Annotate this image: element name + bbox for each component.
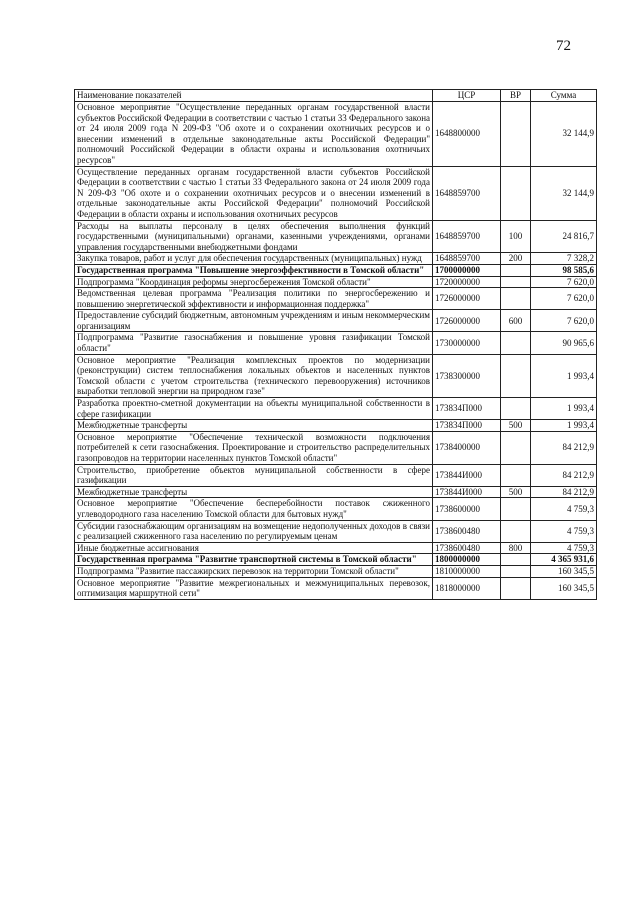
row-code: 1738600480 <box>433 542 501 554</box>
row-vr <box>501 520 531 542</box>
row-vr <box>501 431 531 464</box>
row-vr <box>501 166 531 220</box>
table-row <box>75 310 597 332</box>
row-name: Ведомственная целевая программа "Реализация политики по энергосбережению и повышению энергетической эффективности и информационная поддержка" <box>75 288 433 310</box>
row-code: 1810000000 <box>433 565 501 577</box>
row-name: Основное мероприятие "Обеспечение бесперебойности поставок сжиженного углеводородного газа населению Томской области для бытовых нужд" <box>75 498 433 520</box>
table-row <box>75 420 597 432</box>
row-name: Подпрограмма "Развитие газоснабжения и повышение уровня газификации Томской области" <box>75 332 433 354</box>
table-row <box>75 253 597 265</box>
table-row <box>75 264 597 276</box>
row-sum: 1 993,4 <box>531 420 597 432</box>
row-code: 173834П000 <box>433 398 501 420</box>
row-sum: 7 620,0 <box>531 288 597 310</box>
table-row <box>75 354 597 397</box>
row-sum: 32 144,9 <box>531 102 597 167</box>
table-row <box>75 498 597 520</box>
row-name: Подпрограмма "Координация реформы энергосбережения Томской области" <box>75 276 433 288</box>
row-code: 1818000000 <box>433 577 501 599</box>
row-code: 173844И000 <box>433 486 501 498</box>
row-sum: 1 993,4 <box>531 398 597 420</box>
row-name: Предоставление субсидий бюджетным, автономным учреждениям и иным некоммерческим организациям <box>75 310 433 332</box>
table-header-row <box>75 90 597 102</box>
row-name: Основное мероприятие "Развитие межрегиональных и межмуниципальных перевозок, оптимизация маршрутной сети" <box>75 577 433 599</box>
table-row <box>75 542 597 554</box>
row-vr <box>501 102 531 167</box>
row-name: Государственная программа "Повышение энергоэффективности в Томской области" <box>75 264 433 276</box>
table-row <box>75 166 597 220</box>
row-sum: 32 144,9 <box>531 166 597 220</box>
table-row <box>75 276 597 288</box>
row-sum: 84 212,9 <box>531 464 597 486</box>
row-name: Расходы на выплаты персоналу в целях обеспечения выполнения функций государственными (муниципальными) органами, казенными учреждениями, органами управления государственными внебюджетными фондами <box>75 220 433 253</box>
row-name: Строительство, приобретение объектов муниципальной собственности в сфере газификации <box>75 464 433 486</box>
row-name: Закупка товаров, работ и услуг для обеспечения государственных (муниципальных) нужд <box>75 253 433 265</box>
row-sum: 4 759,3 <box>531 498 597 520</box>
table-row <box>75 398 597 420</box>
row-sum: 84 212,9 <box>531 486 597 498</box>
table-row <box>75 520 597 542</box>
row-vr: 200 <box>501 253 531 265</box>
row-name: Основное мероприятие "Обеспечение технической возможности подключения потребителей к сети газоснабжения. Проектирование и строительство распределительных газопроводов на территории населенных пунктов Томской области" <box>75 431 433 464</box>
row-code: 1730000000 <box>433 332 501 354</box>
row-name: Основное мероприятие "Осуществление переданных органам государственной власти субъектов Российской Федерации в соответствии с частью 1 статьи 33 Федерального закона от 24 июля 2009 года N 209-ФЗ "Об охоте и о сохранении охотничьих ресурсов и о внесении изменений в отдельные законодательные акты Российской Федерации" полномочий Российской Федерации в области охраны и использования охотничьих ресурсов" <box>75 102 433 167</box>
row-name: Подпрограмма "Развитие пассажирских перевозок на территории Томской области" <box>75 565 433 577</box>
row-vr <box>501 354 531 397</box>
row-name: Основное мероприятие "Реализация комплексных проектов по модернизации (реконструкции) систем теплоснабжения локальных объектов и населенных пунктов Томской области с учетом строительства (технического перевооружения) источников выработки тепловой энергии на природном газе" <box>75 354 433 397</box>
row-sum: 7 620,0 <box>531 276 597 288</box>
table-row <box>75 431 597 464</box>
row-code: 1648859700 <box>433 166 501 220</box>
row-sum: 98 585,6 <box>531 264 597 276</box>
table-row <box>75 565 597 577</box>
row-code: 1738600000 <box>433 498 501 520</box>
table-row <box>75 577 597 599</box>
row-sum: 4 365 931,6 <box>531 554 597 566</box>
table-row <box>75 102 597 167</box>
row-name: Иные бюджетные ассигнования <box>75 542 433 554</box>
row-code: 173844И000 <box>433 464 501 486</box>
header-code: ЦСР <box>433 90 501 102</box>
row-code: 1726000000 <box>433 288 501 310</box>
row-name: Осуществление переданных органам государственной власти субъектов Российской Федерации в соответствии с частью 1 статьи 33 Федерального закона от 24 июля 2009 года N 209-ФЗ "Об охоте и о сохранении охотничьих ресурсов и о внесении изменений в отдельные законодательные акты Российской Федерации" полномочий Российской Федерации в области охраны и использования охотничьих ресурсов <box>75 166 433 220</box>
table-row <box>75 486 597 498</box>
table-row <box>75 332 597 354</box>
row-name: Разработка проектно-сметной документации на объекты муниципальной собственности в сфере газификации <box>75 398 433 420</box>
row-vr <box>501 577 531 599</box>
row-code: 1738600480 <box>433 520 501 542</box>
row-code: 1738300000 <box>433 354 501 397</box>
row-sum: 160 345,5 <box>531 565 597 577</box>
row-sum: 24 816,7 <box>531 220 597 253</box>
row-sum: 7 620,0 <box>531 310 597 332</box>
budget-table <box>74 89 597 600</box>
table-row <box>75 220 597 253</box>
row-vr <box>501 264 531 276</box>
row-code: 1700000000 <box>433 264 501 276</box>
row-code: 1648859700 <box>433 220 501 253</box>
row-vr: 800 <box>501 542 531 554</box>
row-name: Государственная программа "Развитие транспортной системы в Томской области" <box>75 554 433 566</box>
row-sum: 90 965,6 <box>531 332 597 354</box>
header-sum: Сумма <box>531 90 597 102</box>
row-sum: 84 212,9 <box>531 431 597 464</box>
table-row <box>75 288 597 310</box>
row-code: 1726000000 <box>433 310 501 332</box>
row-vr <box>501 565 531 577</box>
row-code: 1738400000 <box>433 431 501 464</box>
row-code: 173834П000 <box>433 420 501 432</box>
header-vr: ВР <box>501 90 531 102</box>
row-sum: 160 345,5 <box>531 577 597 599</box>
row-vr <box>501 398 531 420</box>
row-vr <box>501 276 531 288</box>
row-name: Межбюджетные трансферты <box>75 420 433 432</box>
row-name: Субсидии газоснабжающим организациям на возмещение недополученных доходов в связи с реализацией сжиженного газа населению по регулируемым ценам <box>75 520 433 542</box>
row-vr: 600 <box>501 310 531 332</box>
row-vr <box>501 554 531 566</box>
table-body <box>75 102 597 600</box>
row-name: Межбюджетные трансферты <box>75 486 433 498</box>
row-code: 1648859700 <box>433 253 501 265</box>
row-vr <box>501 288 531 310</box>
row-vr <box>501 464 531 486</box>
row-sum: 4 759,3 <box>531 542 597 554</box>
row-code: 1648800000 <box>433 102 501 167</box>
row-code: 1720000000 <box>433 276 501 288</box>
row-vr: 500 <box>501 420 531 432</box>
row-sum: 7 328,2 <box>531 253 597 265</box>
page-number: 72 <box>556 38 571 54</box>
header-name: Наименование показателей <box>75 90 433 102</box>
row-vr <box>501 332 531 354</box>
row-sum: 4 759,3 <box>531 520 597 542</box>
row-vr <box>501 498 531 520</box>
table-row <box>75 464 597 486</box>
row-vr: 100 <box>501 220 531 253</box>
row-code: 1800000000 <box>433 554 501 566</box>
row-vr: 500 <box>501 486 531 498</box>
table-row <box>75 554 597 566</box>
row-sum: 1 993,4 <box>531 354 597 397</box>
